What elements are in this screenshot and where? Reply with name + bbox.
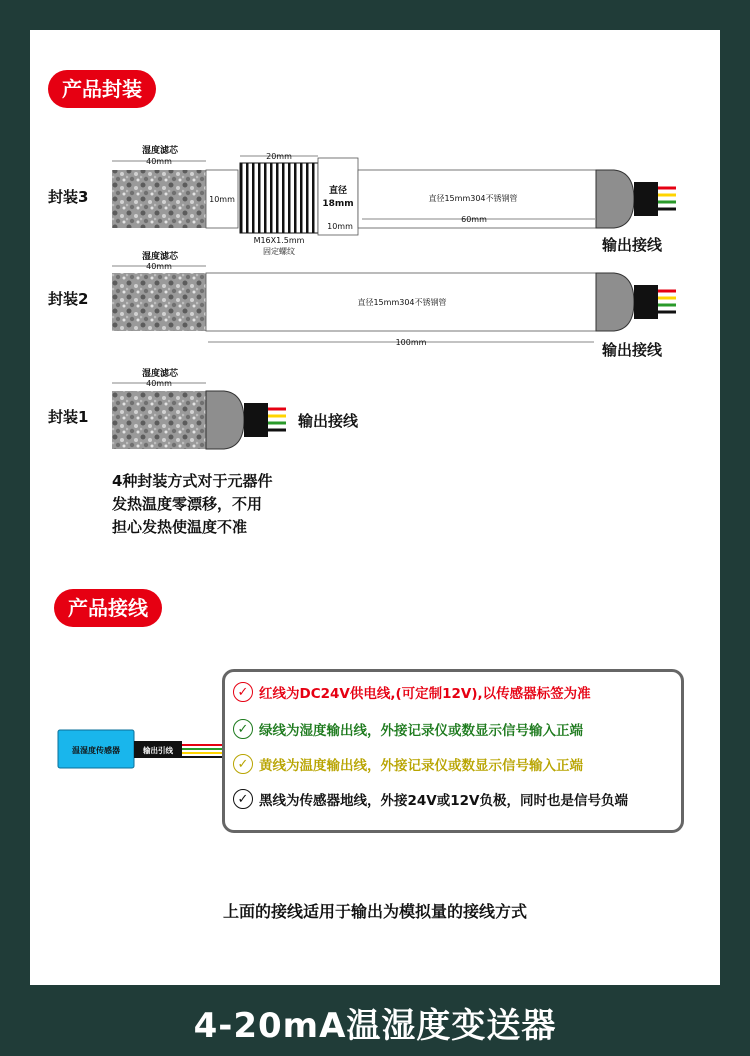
package1-output-label: 输出接线 <box>298 412 359 430</box>
wire-row-yellow <box>233 754 583 774</box>
package3-diameter-label-2: 18mm <box>322 199 354 209</box>
package3-thread-dim: 20mm <box>266 152 292 161</box>
section-title-packaging: 产品封装 <box>48 70 156 108</box>
note-line: 4种封装方式对于元器件 <box>112 472 273 490</box>
wiring-legend <box>222 669 684 833</box>
package2-filter-dim: 40mm <box>146 262 172 271</box>
package1-cable-gland <box>206 391 244 449</box>
package1-cable-sleeve <box>244 403 268 437</box>
wire-row-green <box>233 719 583 739</box>
wire-text-yellow: 黄线为温度输出线，外接记录仪或数显示信号输入正端 <box>259 758 583 774</box>
package3-diameter-label-1: 直径 <box>328 186 348 196</box>
wire-text-black: 黑线为传感器地线，外接24V或12V负极，同时也是信号负端 <box>259 793 628 809</box>
package3-collar-dim: 10mm <box>327 222 353 231</box>
package3-thread-label-2: 固定螺纹 <box>263 247 295 256</box>
package3-filter-label: 湿度滤芯 <box>141 146 179 156</box>
section-title-wiring: 产品接线 <box>54 589 162 627</box>
packaging-note <box>112 470 272 539</box>
wire-text-green: 绿线为湿度输出线，外接记录仪或数显示信号输入正端 <box>259 723 583 739</box>
package2-tube-dim: 100mm <box>395 338 427 347</box>
package1-filter <box>112 391 206 449</box>
package3-tube-dim: 60mm <box>461 215 487 224</box>
package2-cable-gland <box>596 273 634 331</box>
wire-row-black <box>233 789 628 809</box>
package2-output-label: 输出接线 <box>602 341 663 359</box>
package2-cable-sleeve <box>634 285 658 319</box>
package1-label: 封装1 <box>48 408 89 426</box>
package3-cable-sleeve <box>634 182 658 216</box>
package2-tube-label: 直径15mm304不锈钢管 <box>357 298 447 307</box>
package2-filter-label: 湿度滤芯 <box>141 252 179 262</box>
wire-row-red <box>233 682 591 702</box>
package2-filter <box>112 273 206 331</box>
product-title: 4-20mA温湿度变送器 <box>193 1006 557 1046</box>
package1-filter-dim: 40mm <box>146 379 172 388</box>
wire-text-red: 红线为DC24V供电线,(可定制12V),以传感器标签为准 <box>259 686 591 702</box>
package3-filter-dim: 40mm <box>146 157 172 166</box>
check-circle-icon: ✓ <box>233 719 253 739</box>
package3-thread-label-1: M16X1.5mm <box>253 236 305 245</box>
package3-gap-dim: 10mm <box>209 195 235 204</box>
sensor-lead-label: 输出引线 <box>143 746 173 755</box>
package3-cable-gland <box>596 170 634 228</box>
package3-thread <box>240 163 318 233</box>
note-line: 担心发热使温度不准 <box>112 518 248 536</box>
check-circle-icon: ✓ <box>233 682 253 702</box>
note-line: 发热温度零漂移，不用 <box>112 495 263 513</box>
sensor-diagram <box>0 720 240 780</box>
package3-filter <box>112 170 206 228</box>
package1-filter-label: 湿度滤芯 <box>141 369 179 379</box>
sensor-label: 温湿度传感器 <box>72 746 120 755</box>
package3-tube-label: 直径15mm304不锈钢管 <box>428 194 518 203</box>
package3-label: 封装3 <box>48 188 89 206</box>
package3-output-label: 输出接线 <box>602 236 663 254</box>
wiring-note: 上面的接线适用于输出为模拟量的接线方式 <box>222 902 527 921</box>
check-circle-icon: ✓ <box>233 789 253 809</box>
package2-label: 封装2 <box>48 290 89 308</box>
check-circle-icon: ✓ <box>233 754 253 774</box>
